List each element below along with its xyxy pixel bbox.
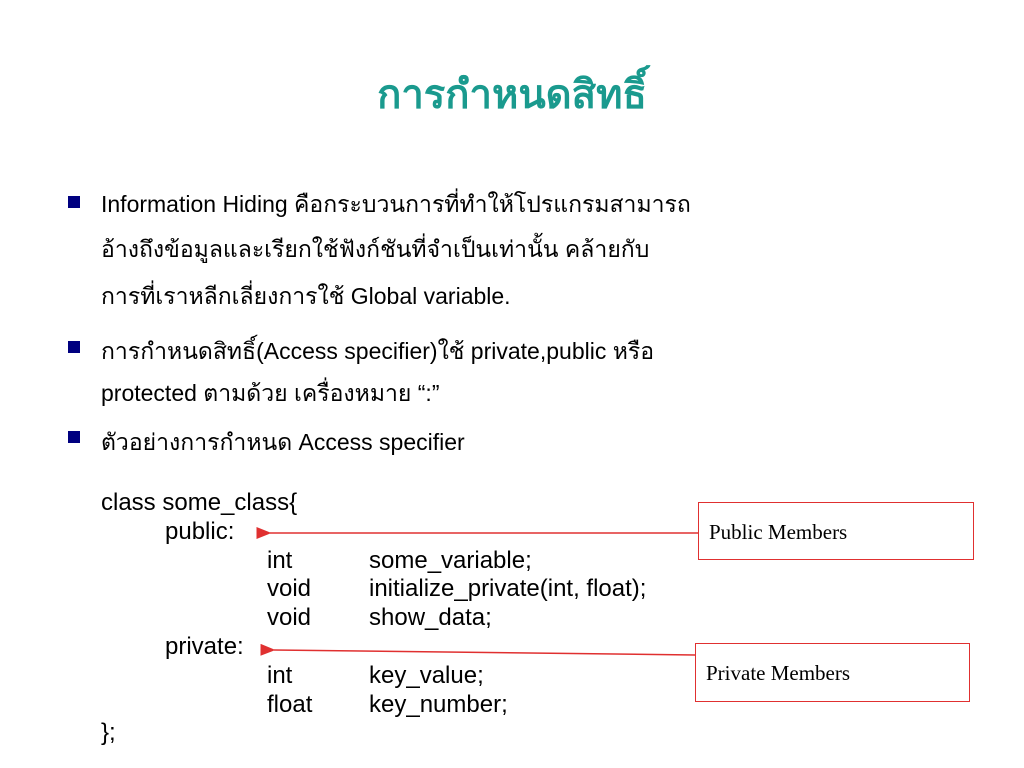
code-class-close: }; bbox=[101, 719, 116, 746]
code-member-type: void bbox=[267, 575, 312, 602]
private-arrow bbox=[274, 650, 695, 655]
code-member-type: void bbox=[267, 604, 312, 631]
bullet-1-line-1: Information Hiding คือกระบวนการที่ทำให้โปรแกรมสามารถ bbox=[101, 191, 691, 217]
public-members-callout: Public Members bbox=[698, 502, 974, 560]
code-member-name: show_data; bbox=[369, 604, 492, 631]
code-member-type: int bbox=[267, 662, 293, 689]
slide-title: การกำหนดสิทธิ์ bbox=[377, 73, 647, 117]
code-member-name: key_value; bbox=[369, 662, 484, 689]
code-class-open: class some_class{ bbox=[101, 489, 298, 516]
private-members-callout: Private Members bbox=[695, 643, 970, 702]
code-private-label: private: bbox=[165, 633, 244, 660]
code-member-type: int bbox=[267, 547, 293, 574]
bullet-1-line-2: อ้างถึงข้อมูลและเรียกใช้ฟังก์ชันที่จำเป็นเท่านั้น คล้ายกับ bbox=[101, 236, 650, 262]
code-member-name: initialize_private(int, float); bbox=[369, 575, 647, 602]
code-member-type: float bbox=[267, 691, 313, 718]
code-member-name: key_number; bbox=[369, 691, 508, 718]
bullet-2-line-2: protected ตามด้วย เครื่องหมาย “:” bbox=[101, 380, 440, 406]
bullet-2-line-1: การกำหนดสิทธิ์(Access specifier)ใช้ private,public หรือ bbox=[101, 338, 655, 364]
code-member-name: some_variable; bbox=[369, 547, 532, 574]
bullet-1-line-3: การที่เราหลีกเลี่ยงการใช้ Global variable. bbox=[101, 283, 511, 309]
code-public-label: public: bbox=[165, 518, 235, 545]
bullet-3-line-1: ตัวอย่างการกำหนด Access specifier bbox=[101, 429, 465, 455]
